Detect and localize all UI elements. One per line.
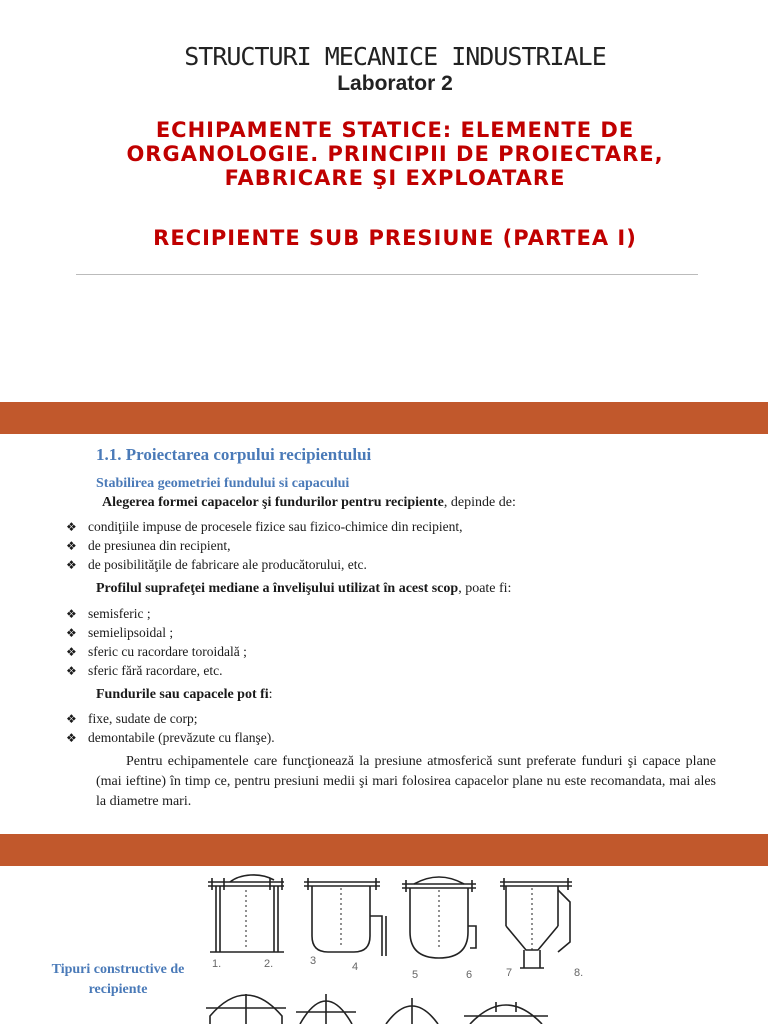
figure-label: 1. xyxy=(212,958,222,970)
list-item-text: demontabile (prevăzute cu flanşe). xyxy=(88,730,275,745)
list-item xyxy=(66,663,223,679)
list-item xyxy=(66,557,367,573)
figure-label: 6 xyxy=(466,969,473,981)
list-item-text: fixe, sudate de corp; xyxy=(88,711,198,726)
figure-label: 7 xyxy=(506,967,513,979)
body-paragraph-text: Pentru echipamentele care funcţionează la presiune atmosferică sunt preferate funduri şi capace plane (mai ieftine) în timp ce, pentru presiuni medii şi mari folosirea capacelor plane nu este recomandata, mai ales la diametre mari. xyxy=(96,754,716,809)
intro-1-rest: , depinde de: xyxy=(443,495,516,510)
figure-label: 5 xyxy=(412,969,419,981)
slide-separator-band xyxy=(0,834,768,866)
list-item xyxy=(66,730,275,746)
title-slide xyxy=(0,0,768,402)
figure-label: 4 xyxy=(352,961,359,973)
vessel-row-2-drawing xyxy=(206,994,548,1024)
list-item-text: semisferic ; xyxy=(88,606,151,621)
list-item xyxy=(66,625,173,641)
vessel-types-figure xyxy=(200,866,600,1024)
list-item-text: de posibilităţile de fabricare ale producătorului, etc. xyxy=(88,557,367,572)
body-paragraph xyxy=(96,752,716,812)
list-item xyxy=(66,711,197,727)
list-item xyxy=(66,519,462,535)
list-item-text: sferic fără racordare, etc. xyxy=(88,663,223,678)
diamond-bullet-icon: ❖ xyxy=(66,607,77,621)
divider xyxy=(76,274,698,275)
course-title: STRUCTURI MECANICE INDUSTRIALE xyxy=(184,42,606,71)
vessel-3-drawing xyxy=(402,877,476,958)
paragraph-intro-2 xyxy=(96,581,511,597)
diamond-bullet-icon: ❖ xyxy=(66,664,77,678)
figure-label: 3 xyxy=(310,955,317,967)
subsection-heading: Stabilirea geometriei fundului si capacului xyxy=(96,476,350,491)
intro-3-rest: : xyxy=(268,687,273,702)
list-item-text: de presiunea din recipient, xyxy=(88,538,231,553)
lab-subtitle: Laborator 2 xyxy=(337,72,453,95)
diamond-bullet-icon: ❖ xyxy=(66,539,77,553)
diamond-bullet-icon: ❖ xyxy=(66,558,77,572)
vessel-4-drawing xyxy=(500,878,572,968)
diamond-bullet-icon: ❖ xyxy=(66,626,77,640)
list-item xyxy=(66,606,151,622)
figure-caption: Tipuri constructive de recipiente xyxy=(51,962,185,997)
vessel-1-drawing xyxy=(208,875,284,952)
intro-3-bold: Fundurile sau capacele pot fi xyxy=(96,687,269,702)
topic-subtitle: RECIPIENTE SUB PRESIUNE (PARTEA I) xyxy=(153,226,637,250)
diamond-bullet-icon: ❖ xyxy=(66,712,77,726)
list-item-text: condiţiile impuse de procesele fizice sau fizico-chimice din recipient, xyxy=(88,519,463,534)
diamond-bullet-icon: ❖ xyxy=(66,731,77,745)
intro-2-rest: , poate fi: xyxy=(458,581,512,596)
list-item xyxy=(66,644,247,660)
figure-label: 8. xyxy=(574,967,584,979)
section-heading: 1.1. Proiectarea corpului recipientului xyxy=(96,445,372,464)
diamond-bullet-icon: ❖ xyxy=(66,645,77,659)
paragraph-intro-3 xyxy=(96,687,273,703)
list-item-text: sferic cu racordare toroidală ; xyxy=(88,644,247,659)
diamond-bullet-icon: ❖ xyxy=(66,520,77,534)
figure-label: 2. xyxy=(264,958,274,970)
intro-1-bold: Alegerea formei capacelor şi fundurilor pentru recipiente xyxy=(102,495,444,510)
intro-2-bold: Profilul suprafeţei mediane a învelişului utilizat în acest scop xyxy=(96,581,459,596)
list-item-text: semielipsoidal ; xyxy=(88,625,174,640)
vessel-2-drawing xyxy=(304,878,386,956)
paragraph-intro-1 xyxy=(102,495,516,511)
topic-title: ECHIPAMENTE STATICE: ELEMENTE DE ORGANOLOGIE. PRINCIPII DE PROIECTARE, FABRICARE ŞI EXPLOATARE xyxy=(126,118,664,190)
list-item xyxy=(66,538,230,554)
slide-separator-band xyxy=(0,402,768,434)
